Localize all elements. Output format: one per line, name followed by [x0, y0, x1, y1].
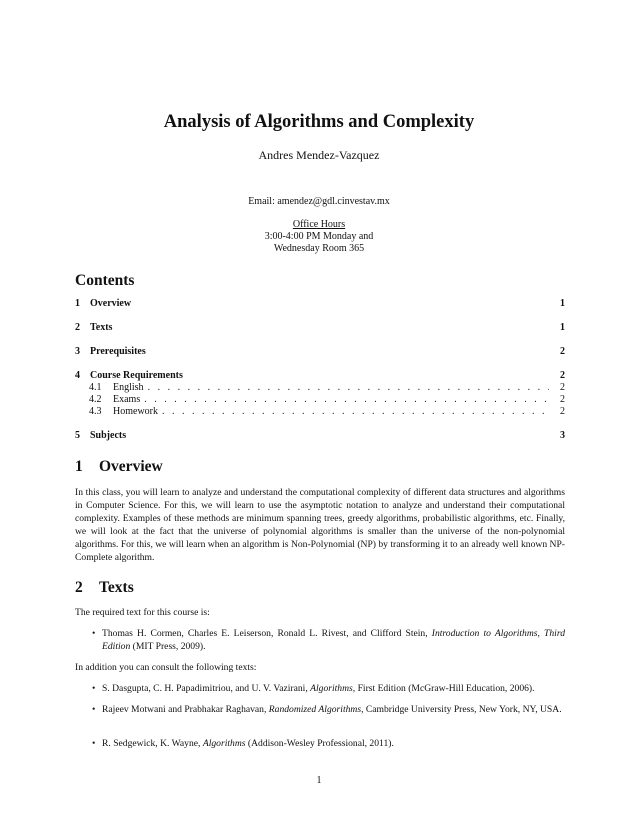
- toc-entry-page: 1: [560, 322, 565, 333]
- toc-entry[interactable]: [75, 430, 565, 442]
- toc-subentry-page: 2: [560, 394, 565, 405]
- additional-texts-intro: In addition you can consult the following texts:: [75, 662, 257, 673]
- additional-text-item: [92, 682, 565, 695]
- citation-details: (Addison-Wesley Professional, 2011).: [245, 738, 394, 749]
- toc-entry[interactable]: [75, 370, 565, 382]
- toc-subentry[interactable]: [75, 382, 565, 394]
- toc-entry-number: 3: [75, 346, 80, 357]
- toc-subentry[interactable]: [75, 394, 565, 406]
- citation-details: (MIT Press, 2009).: [130, 641, 206, 652]
- author-email: Email: amendez@gdl.cinvestav.mx: [248, 196, 390, 207]
- section-title: Texts: [99, 579, 134, 596]
- toc-entry-page: 2: [560, 370, 565, 381]
- toc-entry[interactable]: [75, 322, 565, 334]
- citation-authors: Rajeev Motwani and Prabhakar Raghavan,: [102, 704, 269, 715]
- citation-authors: R. Sedgewick, K. Wayne,: [102, 738, 203, 749]
- office-hours: [0, 219, 638, 255]
- additional-text-item: [92, 737, 565, 750]
- toc-entry-number: 5: [75, 430, 80, 441]
- texts-intro: The required text for this course is:: [75, 607, 210, 618]
- toc-entry-number: 4: [75, 370, 80, 381]
- toc-entry[interactable]: [75, 346, 565, 358]
- office-hours-heading: Office Hours: [292, 219, 346, 230]
- section-heading-texts: [75, 579, 134, 597]
- citation-details: , Cambridge University Press, New York, NY, USA.: [361, 704, 562, 715]
- toc-entry-number: 1: [75, 298, 80, 309]
- toc-leader-dots: [162, 406, 549, 418]
- section-title: Overview: [99, 458, 163, 475]
- required-text-item: [92, 627, 565, 653]
- toc-entry-page: 3: [560, 430, 565, 441]
- toc-entry[interactable]: [75, 298, 565, 310]
- author-name: Andres Mendez-Vazquez: [258, 148, 380, 162]
- toc-entry-page: 2: [560, 346, 565, 357]
- toc-entry-label: Overview: [90, 298, 132, 309]
- toc-entry-label: Course Requirements: [90, 370, 183, 381]
- contents-heading: Contents: [75, 272, 135, 289]
- toc-entry-page: 1: [560, 298, 565, 309]
- table-of-contents: [75, 298, 565, 442]
- toc-subentry-number: 4.3: [89, 406, 102, 417]
- toc-subentry[interactable]: [75, 406, 565, 418]
- citation-details: , First Edition (McGraw-Hill Education, 2006).: [352, 683, 535, 694]
- section-number: 2: [75, 579, 83, 596]
- section-number: 1: [75, 458, 83, 475]
- toc-subentry-page: 2: [560, 406, 565, 417]
- overview-paragraph: In this class, you will learn to analyze and understand the computational complexity of different data structures and algorithms in Computer Science. For this, we will learn to use the asymptotic notation to analyze and understand their computational complexity. Examples of these methods are minimum spanning trees, greedy algorithms, probabilistic algorithms, etc. Finally, we will look at the fact that the universe of polynomial algorithms is smaller than the universe of the non-polynomial algorithms. For this, we will learn when an algorithm is Non-Polynomial (NP) by transforming it to an already well known NP-Complete algorithm.: [75, 487, 565, 563]
- toc-subentry-page: 2: [560, 382, 565, 393]
- document-title: Analysis of Algorithms and Complexity: [163, 112, 475, 132]
- toc-subentry-label: Homework: [113, 406, 158, 417]
- citation-title: Algorithms: [310, 683, 353, 694]
- toc-leader-dots: [144, 394, 549, 406]
- additional-text-item: [92, 703, 565, 716]
- citation-authors: Thomas H. Cormen, Charles E. Leiserson, Ronald L. Rivest, and Clifford Stein,: [102, 628, 432, 639]
- citation-title: Introduction to Algorithms, Third Edition: [102, 628, 565, 652]
- office-hours-line: Wednesday Room 365: [273, 243, 365, 254]
- office-hours-line: 3:00-4:00 PM Monday and: [264, 231, 374, 242]
- toc-entry-label: Subjects: [90, 430, 127, 441]
- citation-title: Randomized Algorithms: [268, 704, 362, 715]
- section-heading-overview: [75, 458, 163, 476]
- toc-subentry-label: English: [113, 382, 144, 393]
- toc-subentry-number: 4.1: [89, 382, 102, 393]
- toc-subentry-label: Exams: [113, 394, 141, 405]
- citation-title: Algorithms: [202, 738, 246, 749]
- toc-entry-label: Prerequisites: [90, 346, 146, 357]
- citation-authors: S. Dasgupta, C. H. Papadimitriou, and U. V. Vazirani,: [102, 683, 311, 694]
- toc-subentry-number: 4.2: [89, 394, 102, 405]
- toc-entry-label: Texts: [90, 322, 113, 333]
- toc-entry-number: 2: [75, 322, 80, 333]
- toc-leader-dots: [148, 382, 549, 394]
- page-number: 1: [316, 775, 322, 786]
